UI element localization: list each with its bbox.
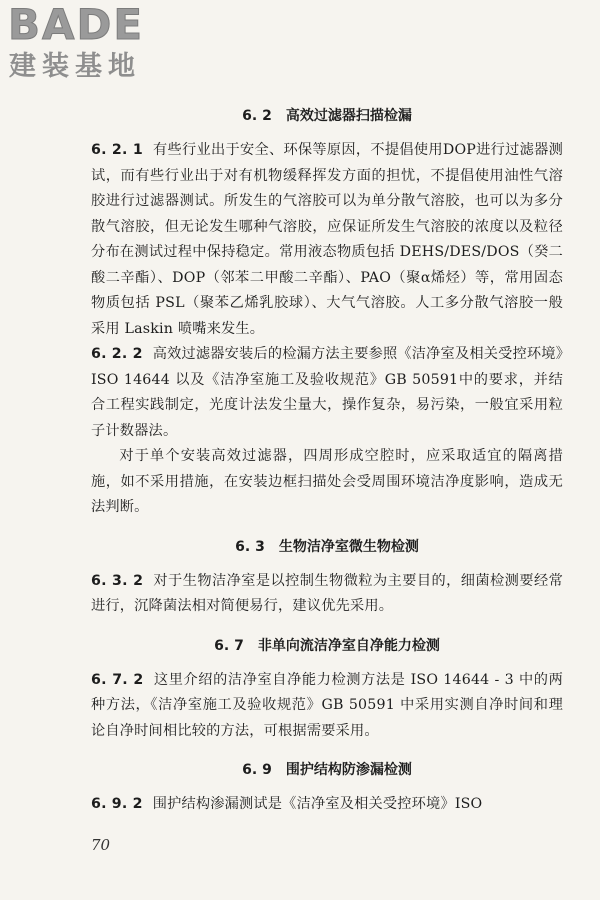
- paragraph-6-9-2: [91, 792, 563, 818]
- paragraph-number: 6. 2. 1: [91, 142, 143, 158]
- page-number: 70: [91, 836, 111, 854]
- paragraph-text: 高效过滤器安装后的检漏方法主要参照《洁净室及相关受控环境》ISO 14644 以及《洁净室施工及验收规范》GB 50591中的要求，并结合工程实践制定，光度计法发尘量大，操作复杂，易污染，一般宜采用粒子计数器法。: [91, 346, 563, 439]
- section-title: 生物洁净室微生物检测: [278, 538, 419, 555]
- section-heading-6-2: [91, 104, 563, 128]
- section-heading-6-9: [91, 758, 563, 782]
- document-body: [91, 104, 563, 818]
- logo-wordmark: BADE: [8, 0, 145, 49]
- paragraph-number: 6. 3. 2: [91, 572, 144, 589]
- section-heading-6-7: [91, 634, 563, 658]
- bade-logo: [8, 2, 178, 88]
- paragraph-text: 对于单个安装高效过滤器，四周形成空腔时，应采取适宜的隔离措施，如不采用措施，在安装边框扫描处会受周围环境洁净度影响，造成无法判断。: [91, 448, 563, 515]
- paragraph-number: 6. 9. 2: [91, 796, 143, 812]
- section-title: 围护结构防渗漏检测: [285, 762, 412, 778]
- logo-subtitle: 建装基地: [9, 51, 141, 82]
- section-title: 高效过滤器扫描检漏: [285, 108, 412, 124]
- paragraph-text: 围护结构渗漏测试是《洁净室及相关受控环境》ISO: [152, 796, 483, 812]
- paragraph-6-2-2-continued: [91, 444, 563, 521]
- section-title: 非单向流洁净室自净能力检测: [257, 637, 440, 654]
- section-number: 6. 9: [242, 762, 272, 778]
- paragraph-text: 这里介绍的洁净室自净能力检测方法是 ISO 14644 - 3 中的两种方法，《洁净室施工及验收规范》GB 50591 中采用实测自净时间和理论自净时间相比较的方法，可根据需要采用。: [91, 671, 563, 739]
- paragraph-6-3-2: [91, 569, 563, 620]
- paragraph-text: 对于生物洁净室是以控制生物微粒为主要目的，细菌检测要经常进行，沉降菌法相对简便易行，建议优先采用。: [91, 572, 563, 614]
- paragraph-text: 有些行业出于安全、环保等原因，不提倡使用DOP进行过滤器测试，而有些行业出于对有机物缓释挥发方面的担忧，不提倡使用油性气溶胶进行过滤器测试。所发生的气溶胶可以为单分散气溶胶，也可以为多分散气溶胶，但无论发生哪种气溶胶，应保证所发生气溶胶的浓度以及粒径分布在测试过程中保持稳定。常用液态物质包括 DEHS/DES/DOS（癸二酸二辛酯）、DOP（邻苯二甲酸二辛酯）、PAO（聚α烯烃）等，常用固态物质包括 PSL（聚苯乙烯乳胶球）、大气气溶胶。人工多分散气溶胶一般采用 Laskin 喷嘴来发生。: [91, 142, 563, 337]
- section-heading-6-3: [91, 535, 563, 559]
- paragraph-number: 6. 7. 2: [91, 671, 144, 688]
- paragraph-6-7-2: [91, 668, 563, 745]
- paragraph-number: 6. 2. 2: [91, 346, 143, 362]
- paragraph-6-2-1: [91, 138, 563, 342]
- paragraph-6-2-2: [91, 342, 563, 444]
- section-number: 6. 3: [235, 538, 265, 555]
- section-number: 6. 7: [214, 637, 244, 654]
- section-number: 6. 2: [242, 108, 272, 124]
